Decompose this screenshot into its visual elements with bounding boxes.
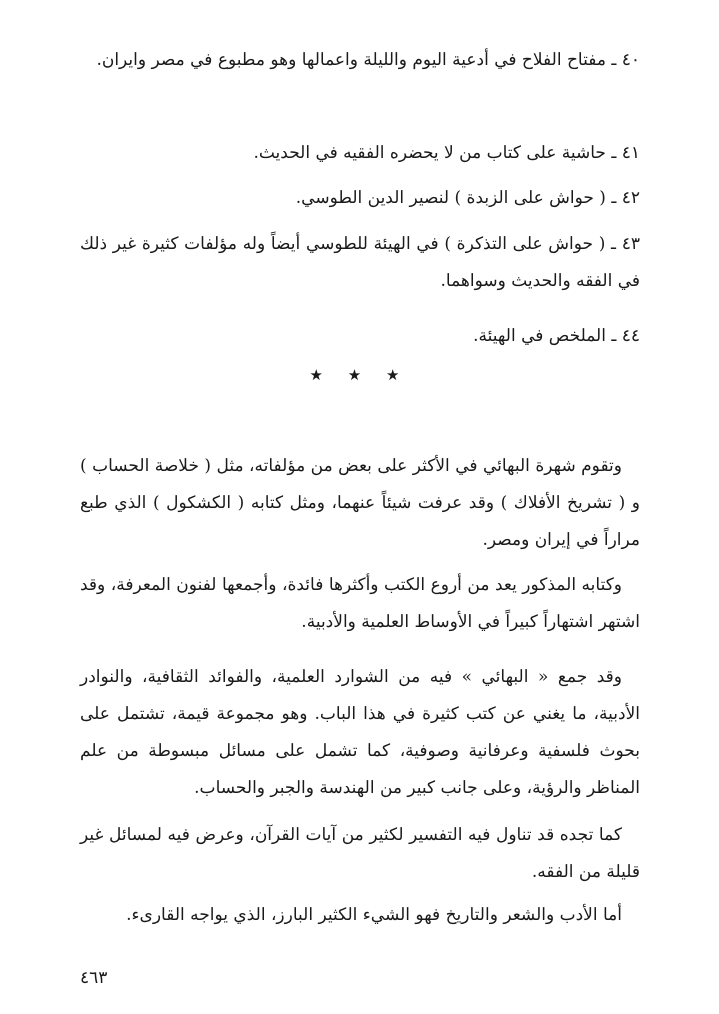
list-item-44: ٤٤ ـ الملخص في الهيئة. xyxy=(473,326,640,346)
page-number: ٤٦٣ xyxy=(80,968,108,988)
list-item-42: ٤٢ ـ ( حواش على الزبدة ) لنصير الدين الطوسي. xyxy=(295,188,640,208)
paragraph-4: كما تجده قد تناول فيه التفسير لكثير من آيات القرآن، وعرض فيه لمسائل غير قليلة من الفقه. xyxy=(80,825,640,882)
list-item-43: ٤٣ ـ ( حواش على التذكرة ) في الهيئة للطوسي أيضاً وله مؤلفات كثيرة غير ذلك في الفقه والحديث وسواهما. xyxy=(80,234,640,291)
paragraph-3: وقد جمع « البهائي » فيه من الشوارد العلمية، والفوائد الثقافية، والنوادر الأدبية، ما يغني عن كتب كثيرة في هذا الباب. وهو مجموعة قيمة، تشتمل على بحوث فلسفية وعرفانية وصوفية، كما تشمل على مسائل مبسوطة من علم المناظر والرؤية، وعلى جانب كبير من الهندسة والجبر والحساب. xyxy=(80,667,640,798)
paragraph-5: أما الأدب والشعر والتاريخ فهو الشيء الكثير البارز، الذي يواجه القارىء. xyxy=(126,905,622,925)
list-item-41: ٤١ ـ حاشية على كتاب من لا يحضره الفقيه في الحديث. xyxy=(253,143,640,163)
paragraph-2: وكتابه المذكور يعد من أروع الكتب وأكثرها فائدة، وأجمعها لفنون المعرفة، وقد اشتهر اشتهاراً كبيراً في الأوساط العلمية والأدبية. xyxy=(80,575,640,632)
paragraph-1: وتقوم شهرة البهائي في الأكثر على بعض من مؤلفاته، مثل ( خلاصة الحساب ) و ( تشريخ الأفلاك ) وقد عرفت شيئاً عنهما، ومثل كتابه ( الكشكول ) الذي طبع مراراً في إيران ومصر. xyxy=(80,456,640,550)
list-item-40: ٤٠ ـ مفتاح الفلاح في أدعية اليوم والليلة واعمالها وهو مطبوع في مصر وايران. xyxy=(96,50,640,70)
section-separator: ★ ★ ★ xyxy=(309,366,410,384)
